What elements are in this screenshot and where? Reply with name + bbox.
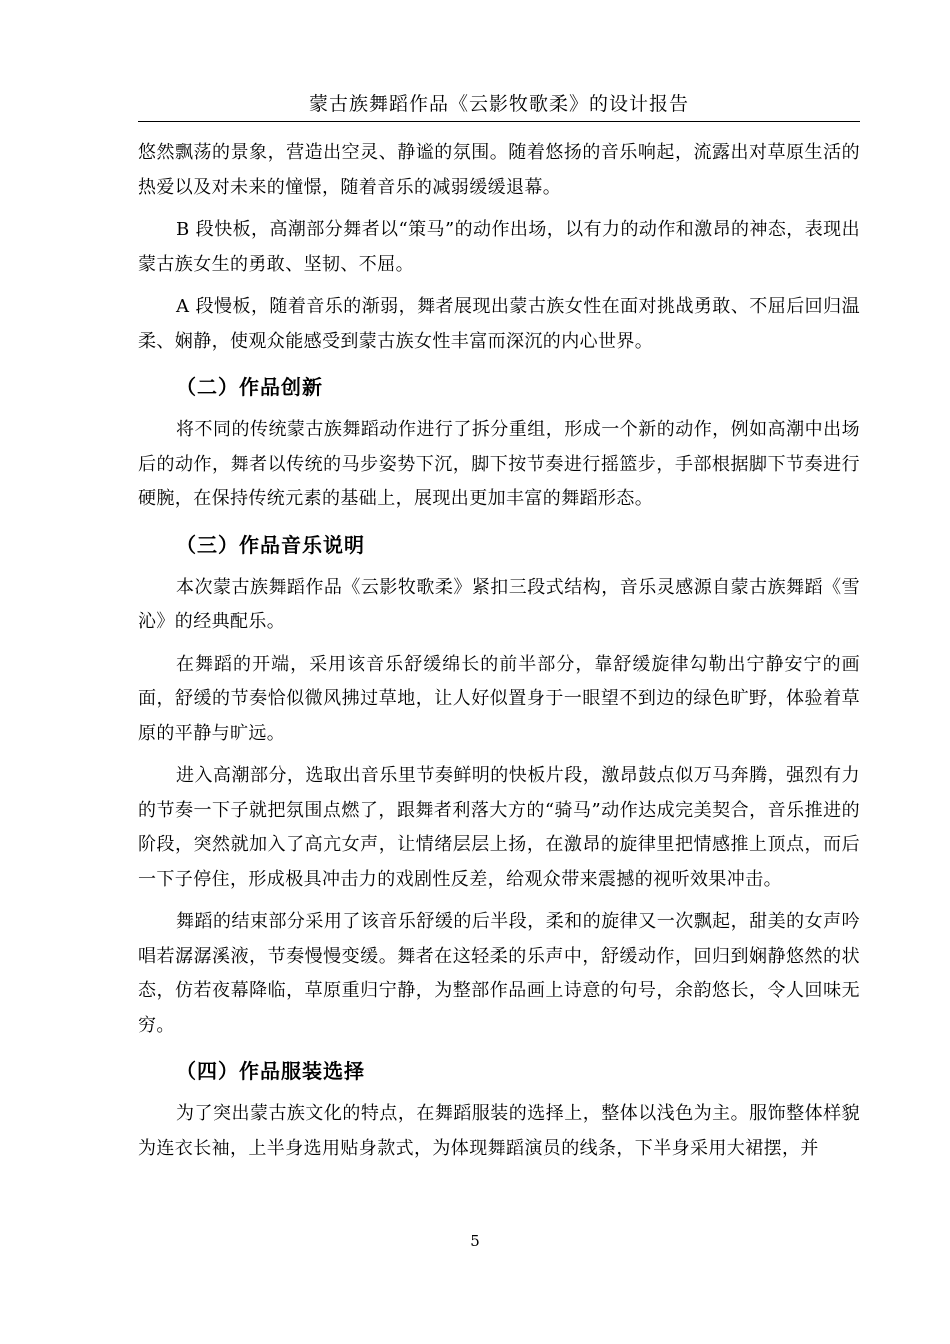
paragraph-2: B 段快板，高潮部分舞者以“策马”的动作出场，以有力的动作和激昂的神态，表现出蒙古族女生的勇敢、坚韧、不屈。: [138, 219, 860, 275]
section-heading-innovation: （二）作品创新: [176, 375, 323, 399]
section-heading-music: （三）作品音乐说明: [176, 532, 365, 557]
header-rule: [138, 121, 860, 122]
paragraph-6: 在舞蹈的开端，采用该音乐舒缓绵长的前半部分，靠舒缓旋律勾勒出宁静安宁的画面，舒缓的节奏恰似微风拂过草地，让人好似置身于一眼望不到边的绿色旷野，体验着草原的平静与旷远。: [138, 653, 860, 744]
paragraph-4: 将不同的传统蒙古族舞蹈动作进行了拆分重组，形成一个新的动作，例如高潮中出场后的动作，舞者以传统的马步姿势下沉，脚下按节奏进行摇篮步，手部根据脚下节奏进行硬腕，在保持传统元素的基础上，展现出更加丰富的舞蹈形态。: [138, 419, 860, 509]
section-heading-costume: （四）作品服装选择: [176, 1059, 365, 1083]
paragraph-8: 舞蹈的结束部分采用了该音乐舒缓的后半段，柔和的旋律又一次飘起，甜美的女声吟唱若潺潺溪液，节奏慢慢变缓。舞者在这轻柔的乐声中，舒缓动作，回归到娴静悠然的状态，仿若夜幕降临，草原重归宁静，为整部作品画上诗意的句号，余韵悠长，令人回味无穷。: [138, 911, 860, 1036]
document-body: [138, 136, 860, 1166]
paragraph-3: A 段慢板，随着音乐的渐弱，舞者展现出蒙古族女性在面对挑战勇敢、不屈后回归温柔、娴静，使观众能感受到蒙古族女性丰富而深沉的内心世界。: [138, 296, 860, 352]
paragraph-9: 为了突出蒙古族文化的特点，在舞蹈服装的选择上，整体以浅色为主。服饰整体样貌为连衣长袖，上半身选用贴身款式，为体现舞蹈演员的线条，下半身采用大裙摆，并: [138, 1103, 860, 1159]
running-header: 蒙古族舞蹈作品《云影牧歌柔》的设计报告: [308, 93, 689, 115]
paragraph-7: 进入高潮部分，选取出音乐里节奏鲜明的快板片段，激昂鼓点似万马奔腾，强烈有力的节奏一下子就把氛围点燃了，跟舞者利落大方的“骑马”动作达成完美契合，音乐推进的阶段，突然就加入了高亢女声，让情绪层层上扬，在激昂的旋律里把情感推上顶点，而后一下子停住，形成极具冲击力的戏剧性反差，给观众带来震撼的视听效果冲击。: [138, 765, 860, 890]
page-number: 5: [470, 1232, 480, 1250]
paragraph-5: 本次蒙古族舞蹈作品《云影牧歌柔》紧扣三段式结构，音乐灵感源自蒙古族舞蹈《雪沁》的经典配乐。: [138, 576, 860, 632]
paragraph-1: 悠然飘荡的景象，营造出空灵、静谧的氛围。随着悠扬的音乐响起，流露出对草原生活的热爱以及对未来的憧憬，随着音乐的减弱缓缓退幕。: [138, 142, 860, 198]
